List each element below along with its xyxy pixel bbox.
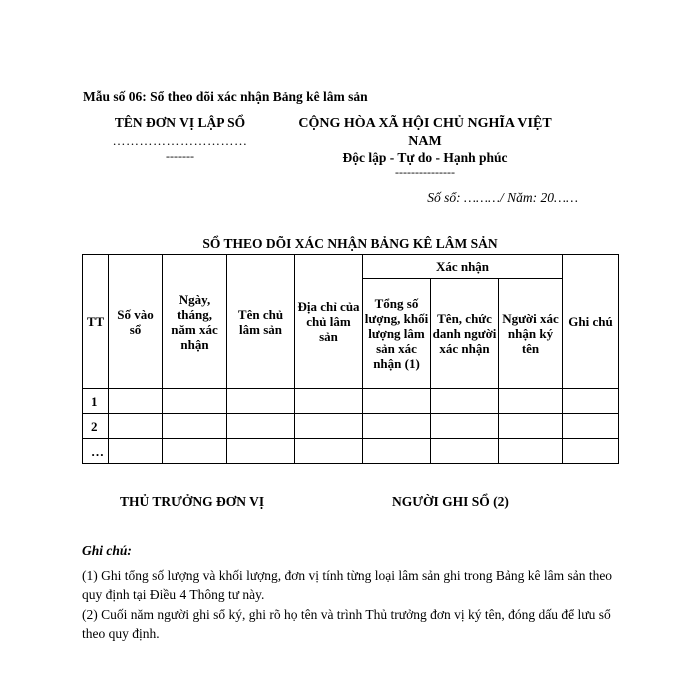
unit-separator: ------- bbox=[166, 149, 194, 163]
unit-name: TÊN ĐƠN VỊ LẬP SỔ bbox=[114, 115, 246, 130]
note-2: (2) Cuối năm người ghi sổ ký, ghi rõ họ tên và trình Thủ trưởng đơn vị ký tên, đóng dấu để lưu sổ theo quy định. bbox=[82, 607, 611, 641]
book-number: Số sổ: ………/ Năm: 20…… bbox=[427, 190, 578, 205]
header-tt: TT bbox=[83, 255, 109, 389]
header-address: Địa chỉ của chủ lâm sản bbox=[295, 255, 363, 389]
header-entry-no: Số vào sổ bbox=[109, 255, 163, 389]
signature-recorder: NGƯỜI GHI SỔ (2) bbox=[392, 494, 509, 509]
motto-separator: --------------- bbox=[395, 165, 455, 179]
row-number: 2 bbox=[83, 414, 109, 439]
nation-motto: Độc lập - Tự do - Hạnh phúc bbox=[342, 150, 508, 165]
tracking-table bbox=[82, 254, 619, 464]
row-number: … bbox=[83, 439, 109, 464]
row-number: 1 bbox=[83, 389, 109, 414]
table-row bbox=[83, 389, 619, 414]
header-confirm-group: Xác nhận bbox=[363, 255, 563, 279]
table-row bbox=[83, 439, 619, 464]
header-total: Tổng số lượng, khối lượng lâm sản xác nhận (1) bbox=[363, 279, 431, 389]
table-row bbox=[83, 414, 619, 439]
header-owner: Tên chủ lâm sản bbox=[227, 255, 295, 389]
unit-name-blank: ………………………… bbox=[112, 133, 248, 148]
header-signer: Người xác nhận ký tên bbox=[499, 279, 563, 389]
table-title: SỔ THEO DÕI XÁC NHẬN BẢNG KÊ LÂM SẢN bbox=[202, 236, 498, 251]
signature-unit-head: THỦ TRƯỞNG ĐƠN VỊ bbox=[120, 494, 265, 509]
header-note: Ghi chú bbox=[563, 255, 619, 389]
note-1: (1) Ghi tổng số lượng và khối lượng, đơn vị tính từng loại lâm sản ghi trong Bảng kê lâm sản theo quy định tại Điều 4 Thông tư này. bbox=[82, 568, 613, 602]
header-title-name: Tên, chức danh người xác nhận bbox=[431, 279, 499, 389]
notes-heading: Ghi chú: bbox=[82, 543, 132, 558]
header-date: Ngày, tháng, năm xác nhận bbox=[163, 255, 227, 389]
nation-name: CỘNG HÒA XÃ HỘI CHỦ NGHĨA VIỆT NAM bbox=[298, 116, 552, 149]
form-number: Mẫu số 06: Sổ theo dõi xác nhận Bảng kê lâm sản bbox=[83, 89, 368, 104]
